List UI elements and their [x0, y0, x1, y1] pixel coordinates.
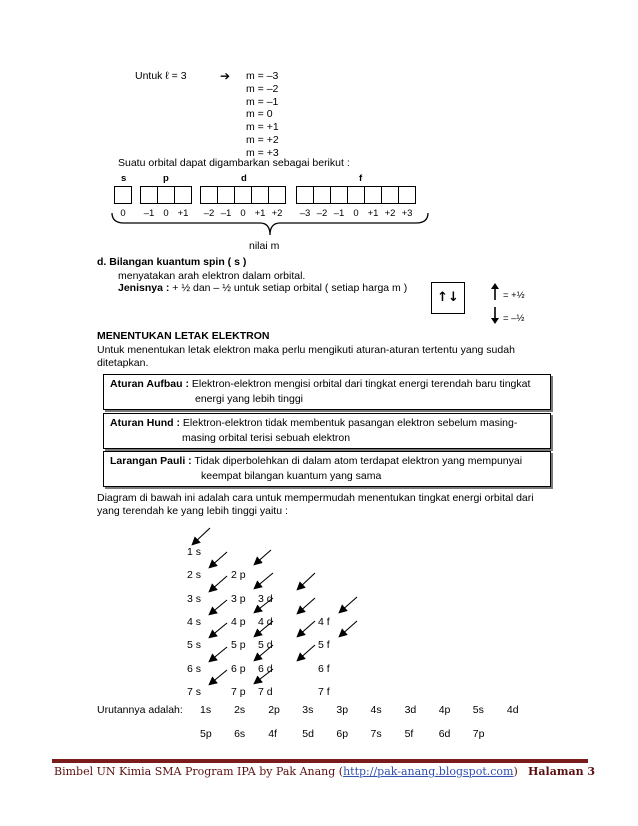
orbital-level-label: 3 d [258, 592, 273, 605]
orbital-level-label: 5 s [187, 639, 202, 652]
orbital-box [381, 186, 399, 204]
diagonal-arrow-icon [298, 621, 315, 636]
hund-line1 [110, 416, 544, 431]
order-item: 4p [438, 704, 451, 716]
aufbau-line1 [110, 377, 544, 392]
diagonal-arrow-icon [298, 573, 315, 589]
orbital-m-number: +3 [401, 208, 413, 219]
diagonal-arrow-icon [340, 621, 357, 636]
spin-down-value: = –½ [503, 313, 525, 324]
orbital-level-label: 6 d [258, 662, 273, 675]
orbital-level-label: 7 s [187, 685, 202, 698]
orbital-m-number: –1 [143, 208, 155, 219]
orbital-box [296, 186, 314, 204]
orbital-label-s: s [121, 173, 127, 184]
orbital-boxes-f [296, 186, 415, 204]
footer-credit [54, 765, 518, 778]
aufbau-rule-box [103, 374, 551, 410]
orbital-level-label: 3 s [187, 592, 202, 605]
orbital-m-number: +1 [254, 208, 266, 219]
diagonal-arrow-icon [210, 647, 227, 661]
curly-brace-icon [110, 211, 430, 237]
diagonal-arrow-icon [298, 598, 315, 613]
spin-up-value: = +½ [503, 290, 525, 301]
orbital-box [268, 186, 286, 204]
aufbau-label: Aturan Aufbau : [110, 378, 189, 390]
arrow-up-icon [491, 283, 499, 301]
orbital-box [398, 186, 416, 204]
orbital-level-label: 4 d [258, 615, 273, 628]
section-title: MENENTUKAN LETAK ELEKTRON [97, 330, 270, 342]
orbital-m-number: –1 [220, 208, 232, 219]
orbital-box [234, 186, 252, 204]
order-item: 5f [404, 728, 414, 740]
orbital-level-label: 6 p [231, 662, 246, 675]
orbital-m-number: +1 [177, 208, 189, 219]
orbital-label-f: f [359, 173, 363, 184]
orbital-m-number: –2 [316, 208, 328, 219]
orbital-intro: Suatu orbital dapat digambarkan sebagai berikut : [118, 157, 350, 169]
orbital-level-label: 4 p [231, 615, 246, 628]
diagonal-arrow-icon [255, 573, 273, 588]
orbital-level-label: 7 f [318, 685, 330, 698]
hund-text2: masing orbital terisi sebuah elektron [182, 432, 351, 444]
orbital-m-number: –2 [203, 208, 215, 219]
diagonal-arrow-icon [193, 528, 210, 544]
orbital-level-label: 4 f [318, 615, 330, 628]
aufbau-text1: Elektron-elektron mengisi orbital dari tingkat energi terendah baru tingkat [188, 378, 531, 390]
m-value: m = –1 [246, 95, 279, 108]
order-item: 4f [268, 728, 277, 740]
orbital-m-number: +1 [367, 208, 379, 219]
order-item: 2s [234, 704, 246, 716]
m-value: m = +3 [246, 146, 279, 159]
orbital-level-label: 6 f [318, 662, 330, 675]
order-item: 6p [336, 728, 349, 740]
aufbau-text2: energi yang lebih tinggi [195, 393, 303, 405]
hund-label: Aturan Hund : [110, 417, 180, 429]
order-item: 5s [472, 704, 484, 716]
order-item: 7p [472, 728, 485, 740]
order-item: 2p [268, 704, 280, 716]
orbital-level-label: 2 s [187, 569, 202, 582]
order-item: 4d [506, 704, 519, 716]
orbital-level-label: 2 p [231, 569, 246, 582]
orbital-box [364, 186, 382, 204]
order-item: 1s [200, 704, 212, 716]
order-item: 3d [404, 704, 417, 716]
diagram-intro-line1: Diagram di bawah ini adalah cara untuk mempermudah menentukan tingkat energi orbital dari [97, 492, 534, 504]
spin-pair-arrows-icon: ↑↓ [437, 290, 459, 305]
orbital-label-d: d [241, 173, 247, 184]
diagonal-arrow-icon [298, 645, 315, 660]
order-item: 7s [370, 728, 382, 740]
page-number: Halaman 3 [528, 765, 596, 778]
orbital-m-number: –3 [299, 208, 311, 219]
orbital-box [140, 186, 158, 204]
orbital-level-label: 6 s [187, 662, 202, 675]
footer-divider [52, 759, 588, 763]
pauli-label: Larangan Pauli : [110, 455, 192, 467]
m-value: m = +1 [246, 121, 279, 134]
orbital-label-p: p [163, 173, 169, 184]
diagonal-arrow-icon [210, 670, 227, 684]
hund-text1: Elektron-elektron tidak membentuk pasangan elektron sebelum masing- [180, 417, 518, 429]
pauli-rule-box [103, 451, 551, 487]
l3-label: Untuk ℓ = 3 [135, 70, 187, 82]
orbital-box [347, 186, 365, 204]
orbital-m-number: 0 [120, 208, 126, 219]
orbital-box [174, 186, 192, 204]
footer-prefix: Bimbel UN Kimia SMA Program IPA by Pak Anang ( [54, 765, 344, 778]
nilai-m-label: nilai m [249, 240, 280, 252]
order-item: 5d [302, 728, 314, 740]
diagonal-arrow-icon [340, 597, 357, 612]
orbital-boxes-s [114, 186, 131, 204]
spin-type-label: Jenisnya : [118, 282, 170, 294]
order-item: 6s [234, 728, 246, 740]
diagonal-arrow-icon [255, 550, 271, 564]
orbital-level-label: 7 p [231, 685, 246, 698]
m-value: m = 0 [246, 108, 273, 121]
orbital-boxes-p [140, 186, 191, 204]
orbital-level-label: 5 f [318, 639, 330, 652]
footer-suffix: ) [513, 765, 518, 778]
orbital-level-label: 7 d [258, 685, 273, 698]
spin-types [118, 282, 407, 294]
orbital-box [114, 186, 132, 204]
order-label: Urutannya adalah: [97, 704, 183, 716]
section-intro-line1: Untuk menentukan letak elektron maka perlu mengikuti aturan-aturan tertentu yang sudah [97, 344, 515, 356]
order-item: 3p [336, 704, 349, 716]
spin-description: menyatakan arah elektron dalam orbital. [118, 270, 306, 282]
orbital-level-label: 1 s [187, 546, 202, 558]
spin-type-text: + ½ dan – ½ untuk setiap orbital ( setiap harga m ) [169, 282, 408, 294]
diagonal-arrow-icon [210, 600, 227, 614]
orbital-level-label: 5 p [231, 639, 246, 652]
diagonal-arrow-icon [210, 552, 227, 567]
right-arrow-icon: ➔ [220, 69, 231, 83]
order-item: 6d [438, 728, 451, 740]
orbital-m-number: 0 [353, 208, 359, 219]
section-intro-line2: ditetapkan. [97, 357, 149, 369]
diagonal-arrow-icon [210, 576, 227, 591]
orbital-level-label: 4 s [187, 615, 202, 628]
orbital-m-number: –1 [333, 208, 345, 219]
m-value: m = +2 [246, 134, 279, 146]
pauli-line1 [110, 454, 544, 469]
order-item: 3s [302, 704, 314, 716]
m-value: m = –2 [246, 82, 279, 95]
orbital-m-number: +2 [271, 208, 283, 219]
spin-pair-box [431, 282, 465, 314]
diagram-intro-line2: yang terendah ke yang lebih tinggi yaitu : [97, 505, 288, 517]
orbital-box [251, 186, 269, 204]
m-value: m = –3 [246, 70, 279, 82]
hund-rule-box [103, 413, 551, 449]
order-item: 5p [200, 728, 212, 740]
orbital-box [157, 186, 175, 204]
orbital-m-number: 0 [163, 208, 169, 219]
orbital-box [200, 186, 218, 204]
arrow-down-icon [491, 306, 499, 324]
orbital-box [313, 186, 331, 204]
order-item: 4s [370, 704, 382, 716]
orbital-level-label: 3 p [231, 592, 246, 605]
orbital-m-number: 0 [240, 208, 246, 219]
pauli-text1: Tidak diperbolehkan di dalam atom terdapat elektron yang mempunyai [191, 455, 523, 467]
orbital-m-number: +2 [384, 208, 396, 219]
diagonal-arrow-icon [210, 623, 227, 637]
orbital-level-label: 5 d [258, 639, 273, 652]
orbital-box [217, 186, 235, 204]
pauli-text2: keempat bilangan kuantum yang sama [201, 470, 382, 482]
spin-heading: d. Bilangan kuantum spin ( s ) [97, 256, 247, 268]
orbital-boxes-d [200, 186, 285, 204]
footer-link[interactable]: http://pak-anang.blogspot.com [343, 765, 514, 778]
orbital-box [330, 186, 348, 204]
